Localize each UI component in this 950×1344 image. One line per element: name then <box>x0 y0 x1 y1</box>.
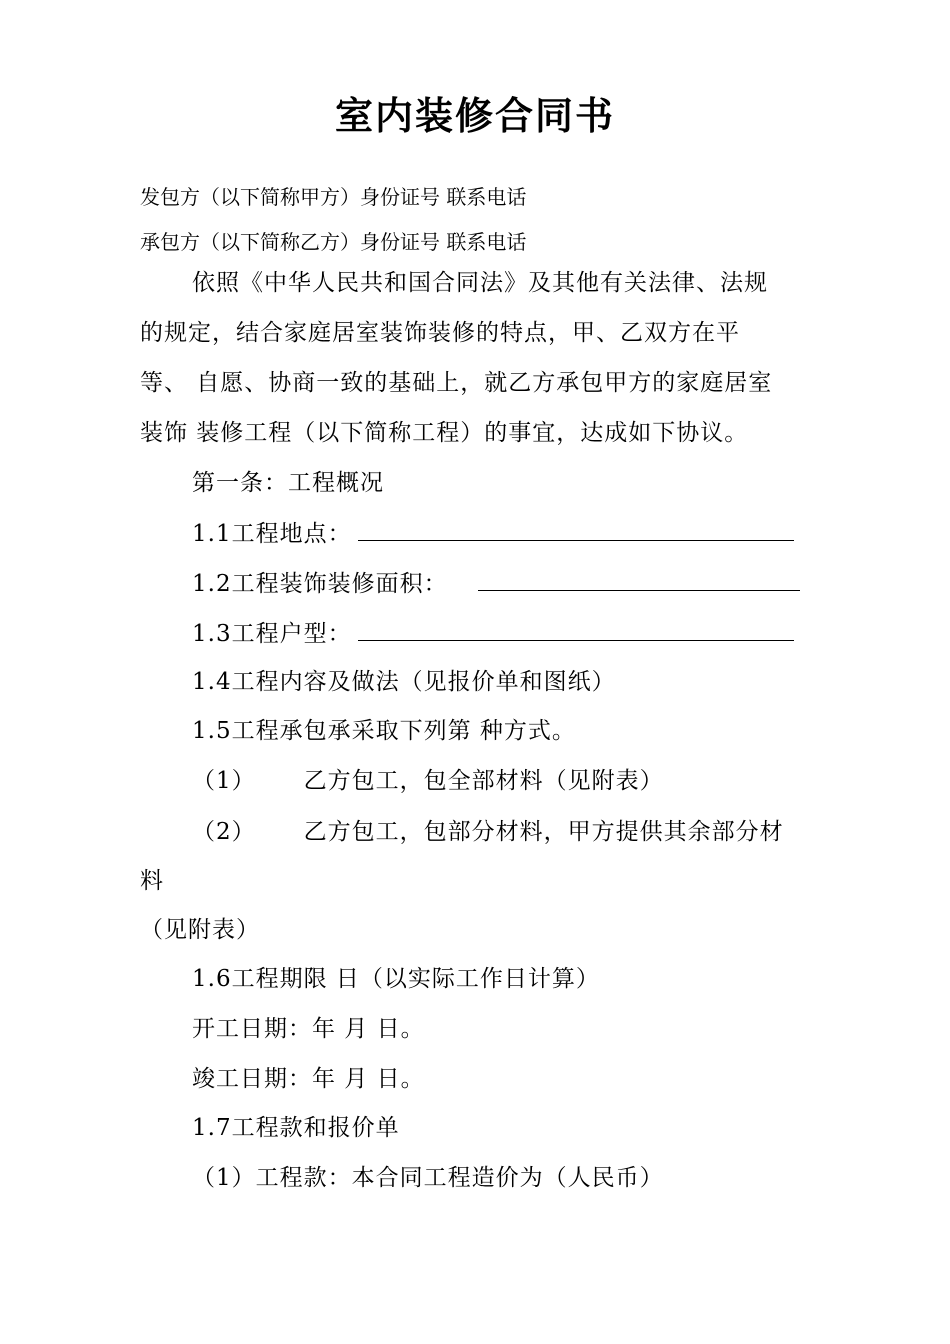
item-1-2-label: 1.2工程装饰装修面积： <box>192 571 448 597</box>
option-2 <box>192 817 784 847</box>
start-date-line: 开工日期：年 月 日。 <box>192 1016 425 1042</box>
option-1 <box>192 766 664 796</box>
item-1-4: 1.4工程内容及做法（见报价单和图纸） <box>192 669 616 695</box>
location-blank-field[interactable] <box>358 518 794 541</box>
option-2-continuation-1: 料 <box>140 868 164 894</box>
item-1-5: 1.5工程承包承采取下列第 种方式。 <box>192 718 576 744</box>
option-2-continuation-2: （见附表） <box>140 917 260 943</box>
intro-line-1: 依照《中华人民共和国合同法》及其他有关法律、法规 <box>192 270 768 296</box>
item-1-1-label: 1.1工程地点： <box>192 521 352 547</box>
end-date-line: 竣工日期：年 月 日。 <box>192 1066 425 1092</box>
area-blank-field[interactable] <box>478 568 800 591</box>
item-1-3 <box>192 618 794 649</box>
party-a-line: 发包方（以下简称甲方）身份证号 联系电话 <box>140 185 527 209</box>
item-1-3-label: 1.3工程户型： <box>192 621 352 647</box>
document-title: 室内装修合同书 <box>334 94 615 138</box>
option-2-number: （2） <box>192 819 256 845</box>
item-1-6: 1.6工程期限 日（以实际工作日计算） <box>192 966 600 992</box>
intro-line-4: 装饰 装修工程（以下简称工程）的事宜，达成如下协议。 <box>140 420 749 446</box>
item-1-7: 1.7工程款和报价单 <box>192 1115 400 1141</box>
intro-line-3: 等、 自愿、协商一致的基础上，就乙方承包甲方的家庭居室 <box>140 370 773 396</box>
item-1-7-1: （1）工程款：本合同工程造价为（人民币） <box>192 1165 664 1191</box>
option-1-text: 乙方包工，包全部材料（见附表） <box>303 768 664 794</box>
floorplan-blank-field[interactable] <box>358 618 794 641</box>
party-b-line: 承包方（以下简称乙方）身份证号 联系电话 <box>140 230 527 254</box>
option-1-number: （1） <box>192 768 256 794</box>
option-2-text: 乙方包工，包部分材料，甲方提供其余部分材 <box>303 819 784 845</box>
item-1-1 <box>192 518 794 549</box>
item-1-2 <box>192 568 800 599</box>
intro-line-2: 的规定，结合家庭居室装饰装修的特点，甲、乙双方在平 <box>140 320 740 346</box>
article-1-heading: 第一条：工程概况 <box>192 470 384 496</box>
